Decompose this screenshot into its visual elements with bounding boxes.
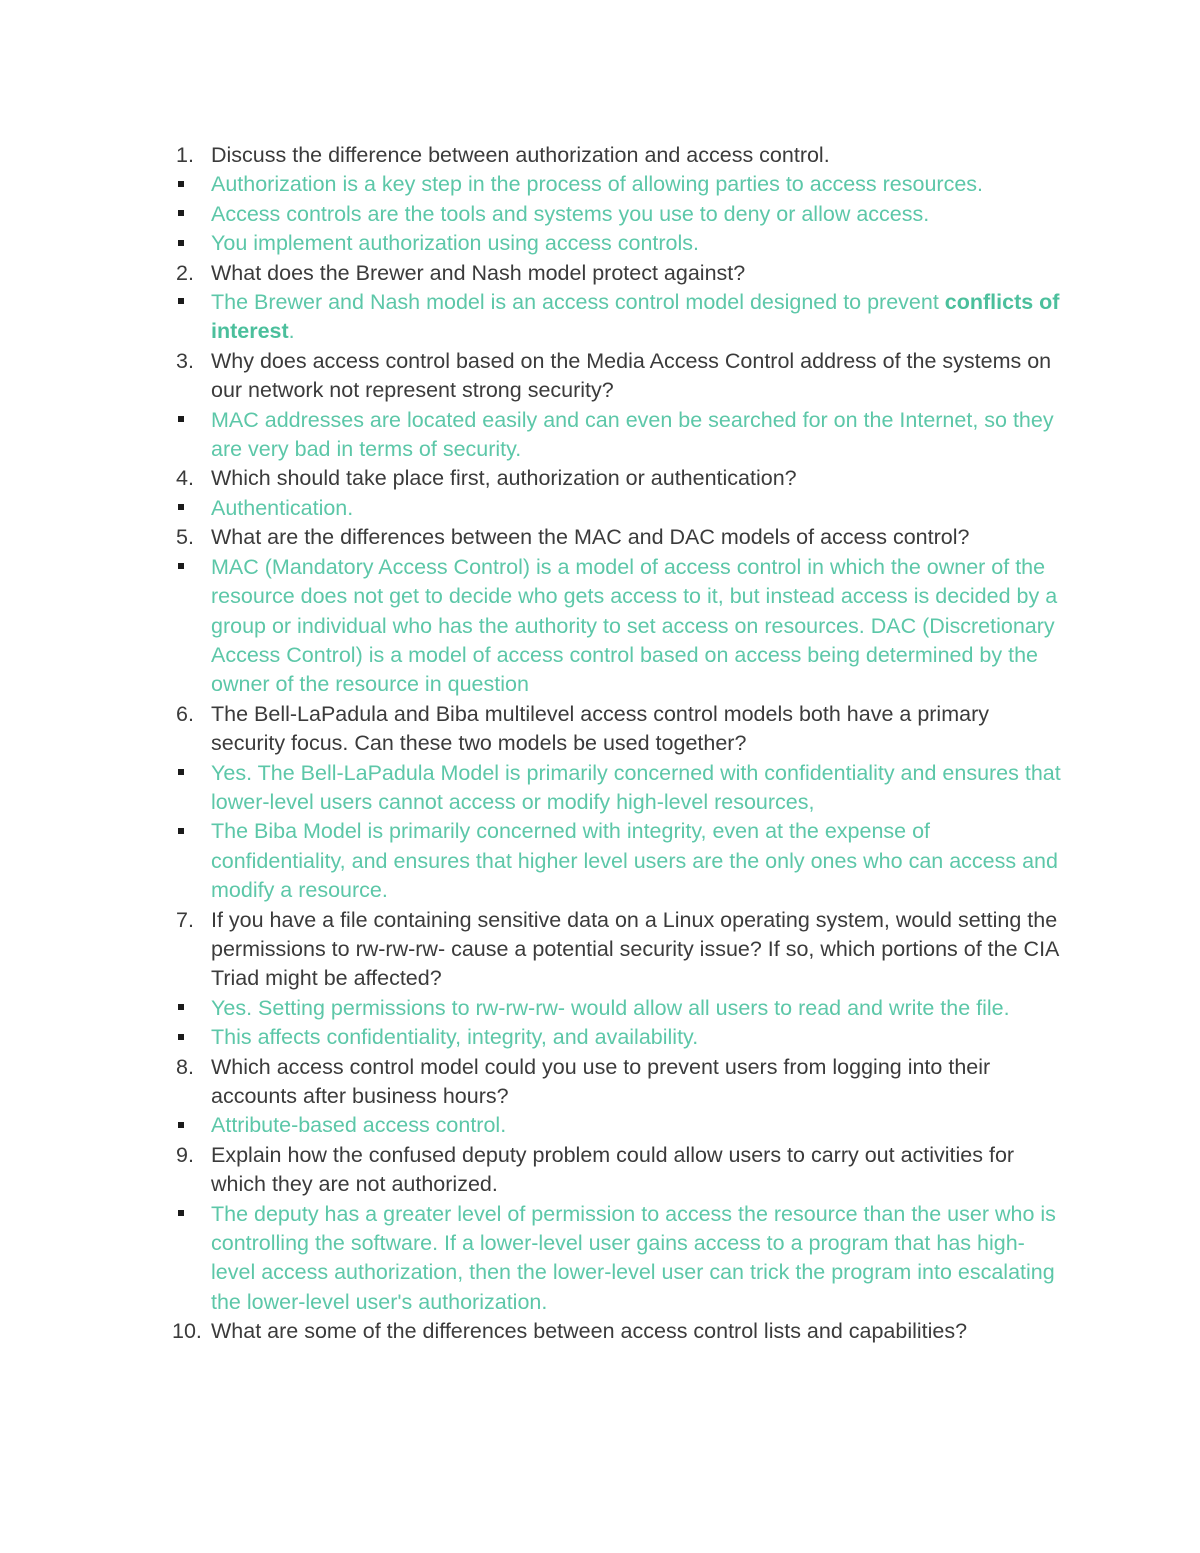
answer-item [172, 229, 1072, 258]
answer-bold-term: conflicts of interest [211, 290, 1060, 344]
answer-item [172, 200, 1072, 229]
answer-item [172, 170, 1072, 199]
list-number: 1. [176, 143, 194, 167]
answer-item [172, 1111, 1072, 1140]
answer-text: Attribute-based access control. [211, 1113, 507, 1138]
question-text: What are the differences between the MAC and DAC models of access control? [211, 525, 970, 550]
question-text: Explain how the confused deputy problem could allow users to carry out activities for which they are not authorized. [211, 1142, 1015, 1197]
question-item [172, 906, 1072, 994]
list-number: 3. [176, 348, 194, 373]
question-item [172, 347, 1072, 406]
answer-item [172, 494, 1072, 523]
answer-text: MAC addresses are located easily and can even be searched for on the Internet, so they are very bad in terms of security. [211, 407, 1054, 462]
square-bullet-icon [172, 494, 211, 523]
answer-text: The Biba Model is primarily concerned with integrity, even at the expense of confidentiality, and ensures that higher level users are the only ones who can access and modify a resource. [211, 819, 1058, 903]
answer-text: Access controls are the tools and systems you use to deny or allow access. [211, 201, 930, 226]
answer-text: You implement authorization using access controls. [211, 231, 700, 256]
answer-text: MAC (Mandatory Access Control) is a model of access control in which the owner of the resource does not get to decide who gets access to it, but instead access is decided by a group or individual who has the authority to set access on resources. DAC (Discretionary Access Control) is a model of access control based on access being determined by the owner of the resource in question [211, 554, 1058, 697]
square-bullet-icon [172, 1111, 211, 1140]
question-item [172, 141, 1072, 170]
question-item [172, 1317, 1072, 1346]
answer-item [172, 1023, 1072, 1052]
list-number: 7. [176, 907, 194, 932]
question-text: Which should take place first, authorization or authentication? [211, 466, 797, 491]
question-item [172, 464, 1072, 493]
list-number: 8. [176, 1054, 194, 1079]
list-number: 5. [176, 525, 194, 550]
square-bullet-icon [172, 200, 211, 229]
question-text: Which access control model could you use to prevent users from logging into their accounts after business hours? [211, 1054, 991, 1108]
list-number: 4. [176, 466, 194, 491]
answer-text: Authorization is a key step in the process of allowing parties to access resources. [211, 172, 983, 197]
square-bullet-icon [172, 759, 211, 788]
answer-text: This affects confidentiality, integrity, and availability. [211, 1025, 699, 1050]
square-bullet-icon [172, 1023, 211, 1052]
question-text: What are some of the differences between access control lists and capabilities? [211, 1319, 968, 1344]
list-number: 9. [176, 1142, 194, 1167]
answer-text: The deputy has a greater level of permission to access the resource than the user who is controlling the software. If a lower-level user gains access to a program that has high-level access authorization, then the lower-level user can trick the program into escalating the lower-level user's authorization. [211, 1201, 1056, 1314]
question-item [172, 1053, 1072, 1112]
question-text: What does the Brewer and Nash model protect against? [211, 260, 746, 285]
square-bullet-icon [172, 288, 211, 317]
answer-text: Authentication. [211, 495, 354, 520]
answer-item [172, 759, 1072, 818]
answer-item [172, 406, 1072, 465]
question-item [172, 700, 1072, 759]
answer-item [172, 994, 1072, 1023]
answer-item [172, 553, 1072, 700]
list-number: 2. [176, 260, 194, 285]
question-text: Why does access control based on the Media Access Control address of the systems on our network not represent strong security? [211, 348, 1052, 403]
square-bullet-icon [172, 406, 211, 435]
question-text: Discuss the difference between authorization and access control. [211, 143, 830, 167]
list-number: 6. [176, 701, 194, 726]
question-item [172, 523, 1072, 552]
answer-text: Yes. The Bell-LaPadula Model is primarily concerned with confidentiality and ensures that lower-level users cannot access or modify high-level resources, [211, 760, 1061, 814]
answer-item [172, 1200, 1072, 1318]
square-bullet-icon [172, 994, 211, 1023]
square-bullet-icon [172, 1200, 211, 1229]
square-bullet-icon [172, 817, 211, 846]
answer-text [211, 288, 1062, 347]
square-bullet-icon [172, 229, 211, 258]
question-item [172, 259, 1072, 288]
square-bullet-icon [172, 553, 211, 582]
list-number: 10. [172, 1319, 202, 1344]
qa-list [172, 141, 1072, 1347]
question-text: If you have a file containing sensitive data on a Linux operating system, would setting the permissions to rw-rw-rw- cause a potential security issue? If so, which portions of the CIA Triad might be affected? [211, 907, 1059, 991]
square-bullet-icon [172, 170, 211, 199]
answer-item [172, 817, 1072, 905]
question-item [172, 1141, 1072, 1200]
answer-text-part: The Brewer and Nash model is an access control model designed to prevent [211, 290, 945, 315]
answer-item [172, 288, 1072, 347]
question-text: The Bell-LaPadula and Biba multilevel access control models both have a primary security focus. Can these two models be used together? [211, 701, 989, 756]
answer-text: Yes. Setting permissions to rw-rw-rw- would allow all users to read and write the file. [211, 995, 1010, 1020]
answer-text-part: . [288, 319, 295, 344]
